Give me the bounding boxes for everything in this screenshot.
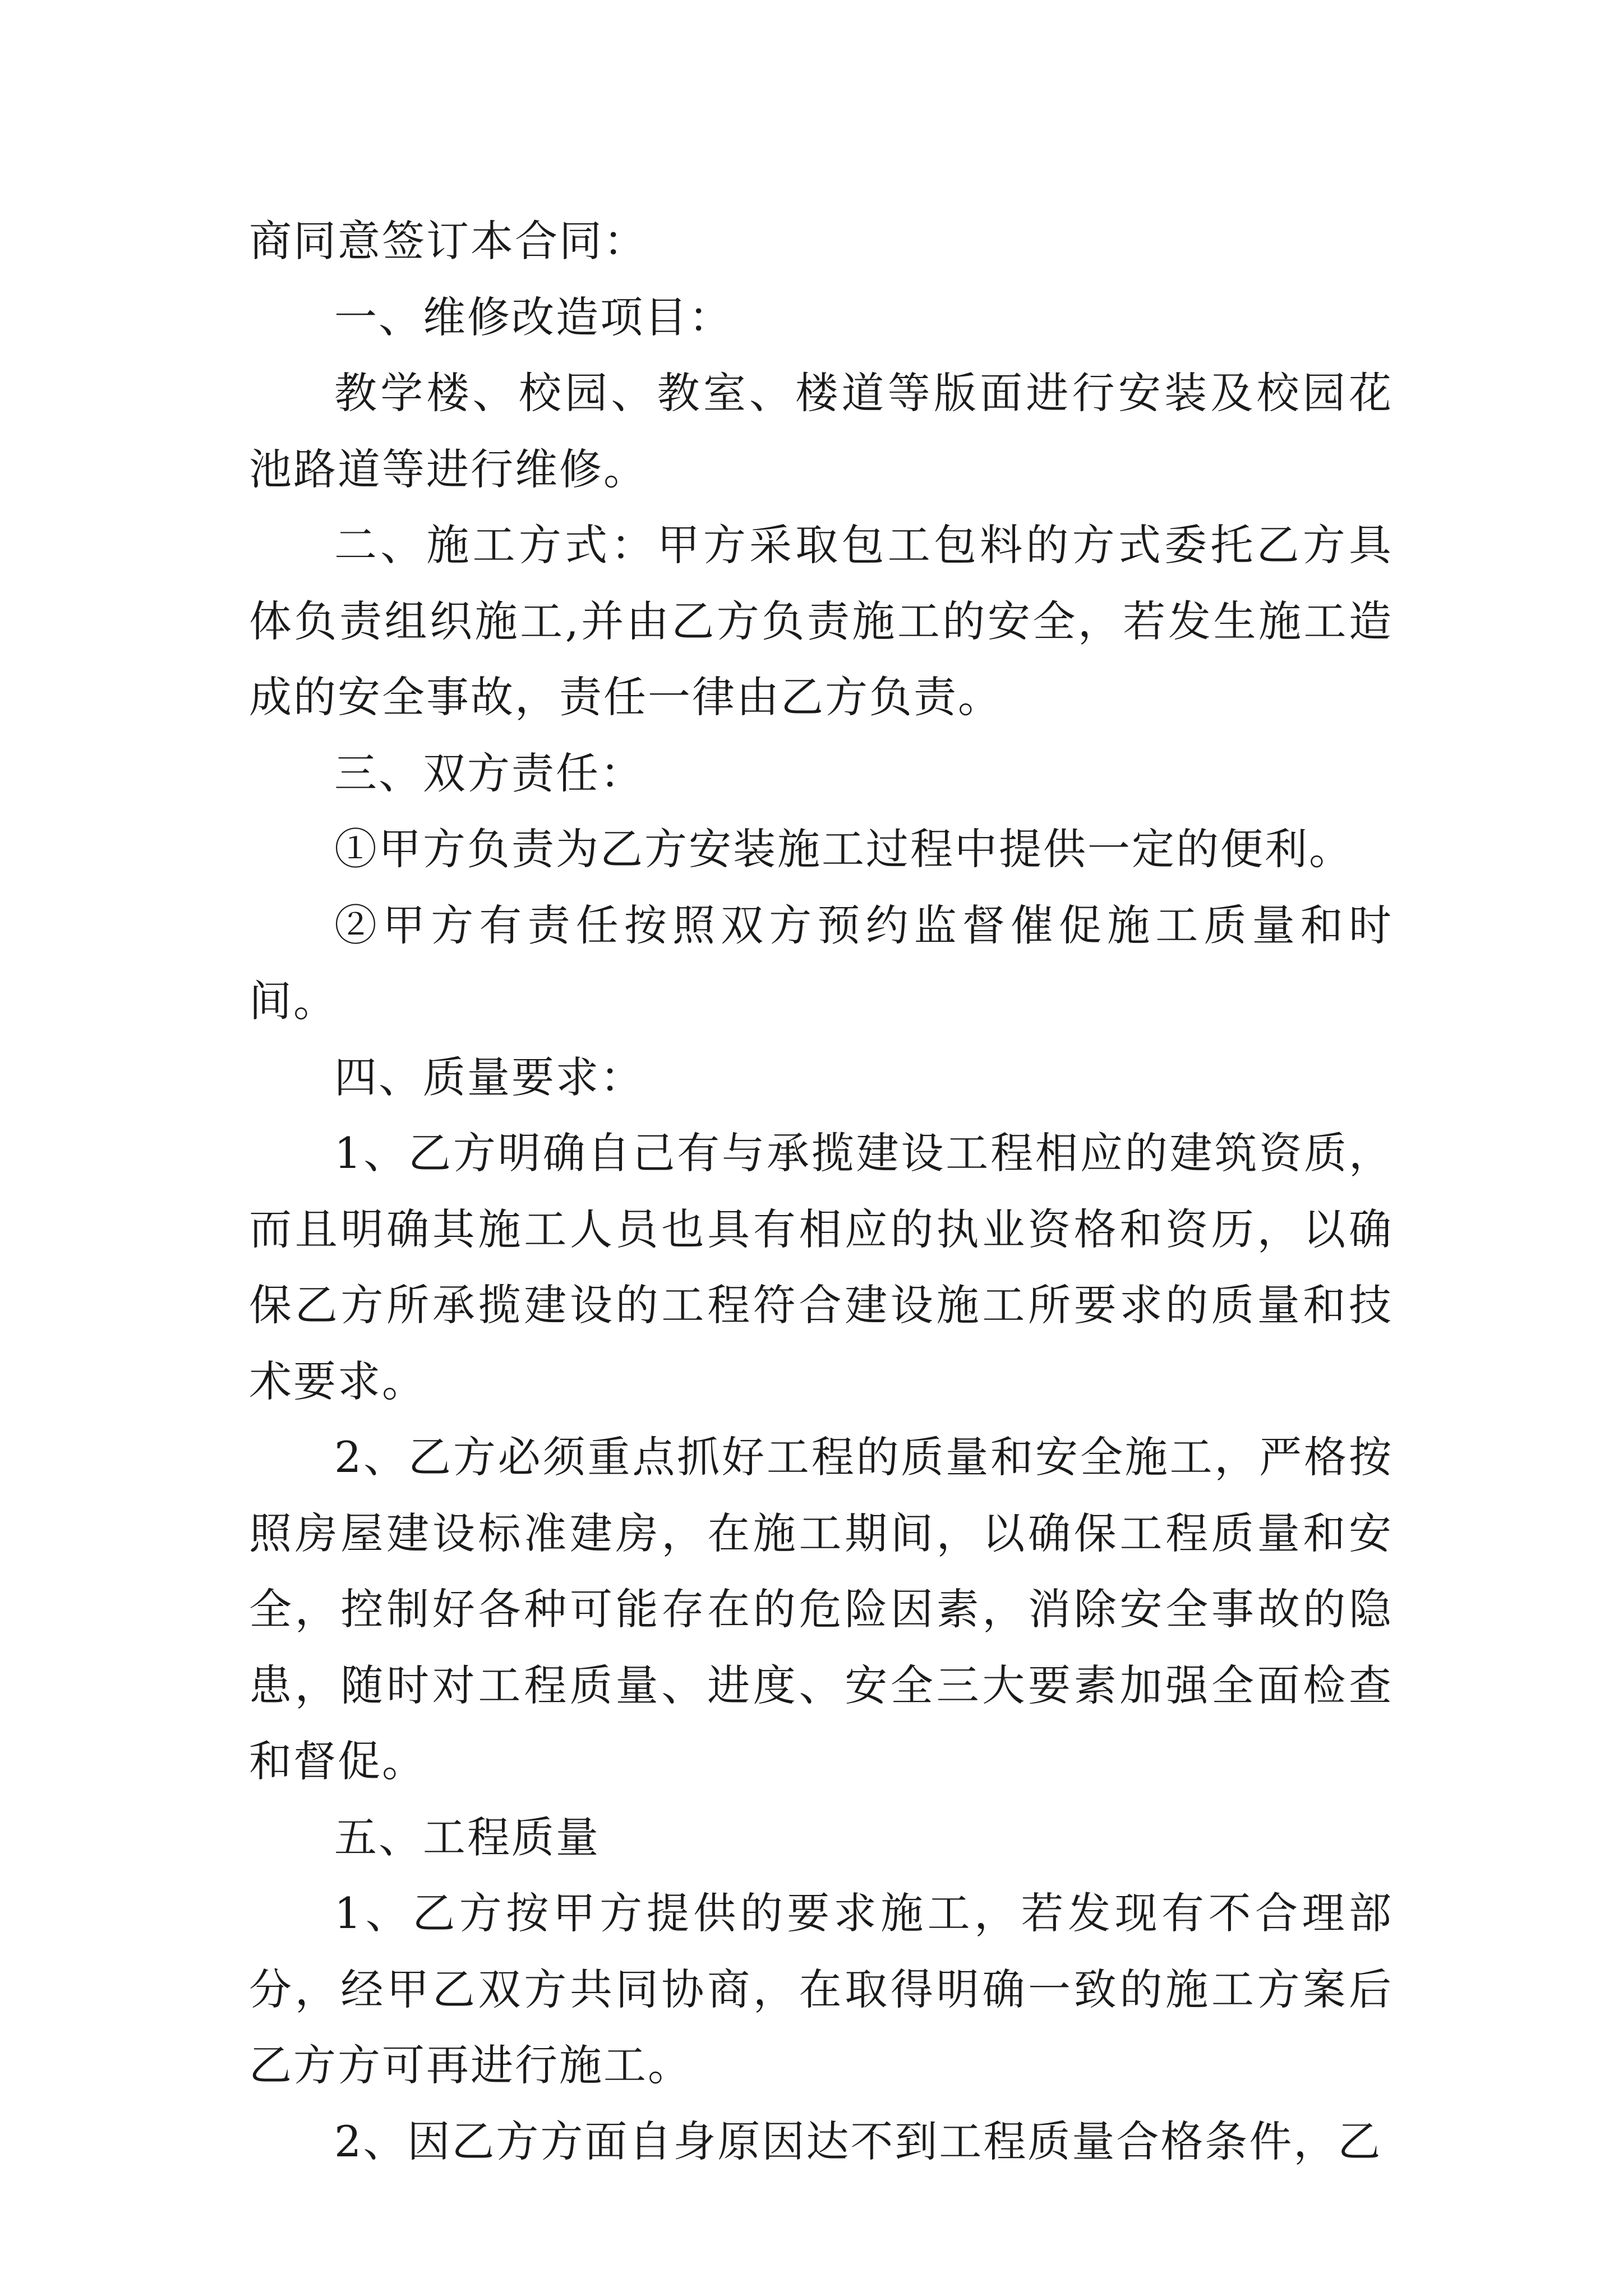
paragraph: ②甲方有责任按照双方预约监督催促施工质量和时间。 (249, 900, 1393, 1026)
paragraph: 2、因乙方方面自身原因达不到工程质量合格条件，乙 (334, 2116, 1382, 2166)
section-heading: 一、维修改造项目： (334, 292, 733, 342)
document-body (249, 203, 1393, 2179)
paragraph: 二、施工方式：甲方采取包工包料的方式委托乙方具体负责组织施工,并由乙方负责施工的安全，若发生施工造成的安全事故，责任一律由乙方负责。 (249, 520, 1393, 722)
paragraph: ①甲方负责为乙方安装施工过程中提供一定的便利。 (334, 824, 1353, 874)
section-heading: 三、双方责任： (334, 748, 644, 798)
paragraph: 商同意签订本合同： (249, 216, 648, 266)
paragraph: 1、乙方按甲方提供的要求施工，若发现有不合理部分，经甲乙双方共同协商，在取得明确一致的施工方案后乙方方可再进行施工。 (249, 1888, 1393, 2090)
section-heading: 五、工程质量 (334, 1812, 600, 1862)
paragraph: 教学楼、校园、教室、楼道等版面进行安装及校园花池路道等进行维修。 (249, 368, 1393, 494)
paragraph: 2、乙方必须重点抓好工程的质量和安全施工，严格按照房屋建设标准建房，在施工期间，以确保工程质量和安全，控制好各种可能存在的危险因素，消除安全事故的隐患，随时对工程质量、进度、安全三大要素加强全面检查和督促。 (249, 1432, 1393, 1786)
paragraph: 1、乙方明确自己有与承揽建设工程相应的建筑资质，而且明确其施工人员也具有相应的执业资格和资历，以确保乙方所承揽建设的工程符合建设施工所要求的质量和技术要求。 (249, 1128, 1393, 1406)
section-heading: 四、质量要求： (334, 1052, 644, 1102)
